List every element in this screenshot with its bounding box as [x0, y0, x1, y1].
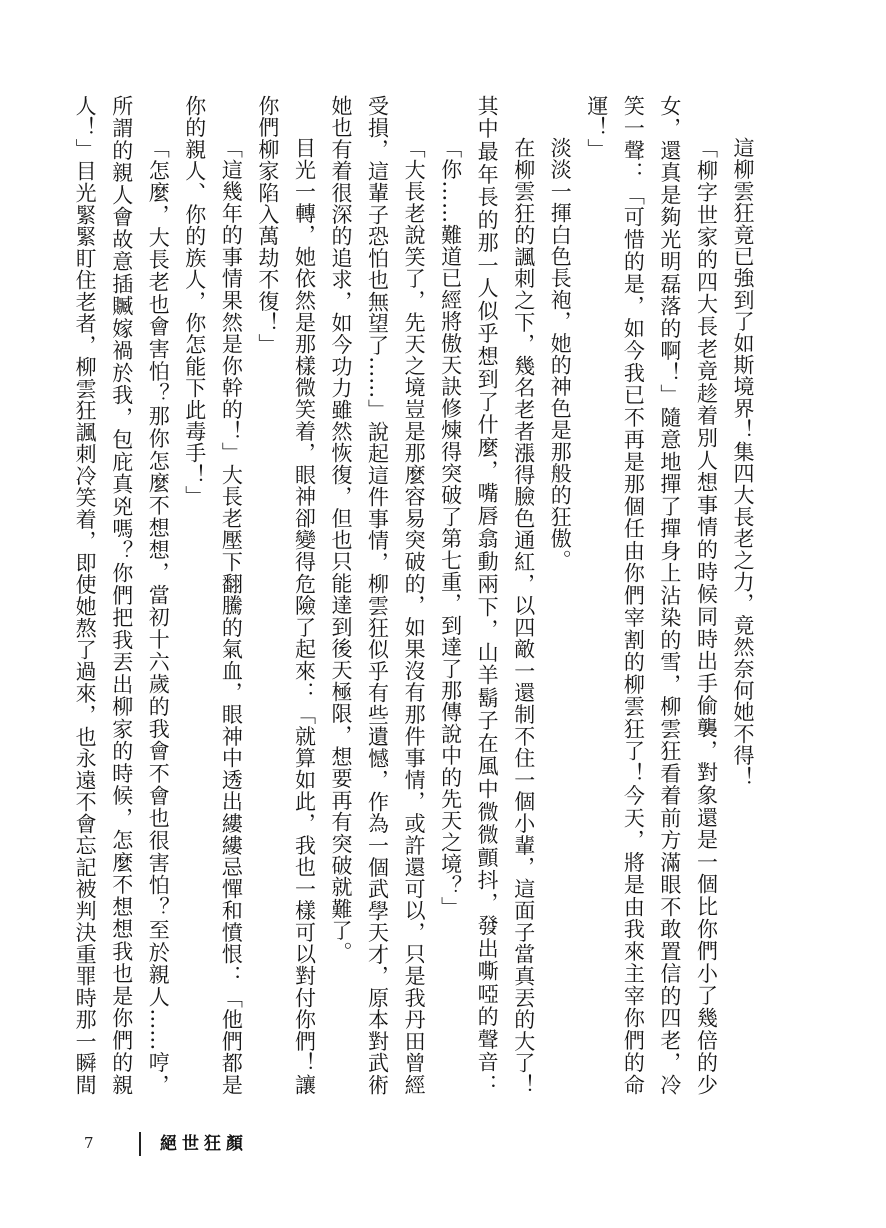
text-column: 「這幾年的事情果然是你幹的！」大長老壓下翻騰的氣血，眼神中透出縷縷忌憚和憤恨：「他們都是 — [219, 137, 244, 1095]
text-column: 女，還真是夠光明磊落的啊！」隨意地撣了撣身上沾染的雪，柳雲狂看着前方滿眼不敢置信的四老，冷 — [657, 95, 682, 1095]
text-column: 運！」 — [584, 95, 609, 161]
text-column: 這柳雲狂竟已強到了如斯境界！集四大長老之力，竟然奈何她不得！ — [731, 137, 755, 788]
text-column: 淡淡一揮白色長袍，她的神色是那般的狂傲。 — [548, 137, 573, 571]
text-column: 其中最年長的那一人似乎想到了什麼，嘴唇翕動兩下，山羊鬍子在風中微微顫抖，發出嘶啞的聲音： — [475, 95, 500, 1095]
text-column: 受損，這輩子恐怕也無望了……」說起這件事情，柳雲狂似乎有些遺憾，作為一個武學天才，原本對武術 — [365, 95, 390, 1095]
text-column: 「你……難道已經將傲天訣修煉得突破了第七重，到達了那傳說中的先天之境？」 — [438, 137, 463, 919]
text-column: 你們柳家陷入萬劫不復！」 — [255, 95, 280, 356]
text-column: 人！」目光緊緊盯住老者，柳雲狂諷刺冷笑着，即使她熬了過來，也永遠不會忘記被判決重罪時那一瞬間 — [73, 95, 98, 1095]
text-column: 所謂的親人會故意插贓嫁禍於我，包庇真兇嗎？你們把我丟出柳家的時候，怎麼不想想我也是你們的親 — [109, 95, 134, 1095]
text-column: 在柳雲狂的諷刺之下，幾名老者漲得臉色通紅，以四敵一還制不住一個小輩，這面子當真丟的大了！ — [511, 137, 536, 1095]
page-number: 7 — [84, 1134, 94, 1152]
text-column: 「大長老說笑了，先天之境豈是那麼容易突破的，如果沒有那件事情，或許還可以，只是我丹田曾經 — [402, 137, 427, 1095]
footer-divider — [139, 1132, 141, 1156]
text-column: 目光一轉，她依然是那樣微笑着，眼神卻變得危險了起來：「就算如此，我也一樣可以對付你們！讓 — [292, 137, 317, 1095]
running-title: 絕世狂顏 — [160, 1134, 248, 1154]
text-column: 笑一聲：「可惜的是，如今我已不再是那個任由你們宰割的柳雲狂了！今天，將是由我來主宰你們的命 — [621, 95, 646, 1095]
text-column: 她也有着很深的追求，如今功力雖然恢復，但也只能達到後天極限，想要再有突破就難了。 — [328, 95, 353, 963]
body-text — [67, 95, 761, 1095]
text-column: 「怎麼，大長老也會害怕？那你怎麼不想想，當初十六歲的我會不會也很害怕？至於親人……哼， — [146, 137, 171, 1095]
text-column: 「柳字世家的四大長老竟趁着別人想事情的時候同時出手偷襲，對象還是一個比你們小了幾倍的少 — [694, 137, 719, 1095]
text-column: 你的親人、你的族人，你怎能下此毒手！」 — [182, 95, 207, 508]
